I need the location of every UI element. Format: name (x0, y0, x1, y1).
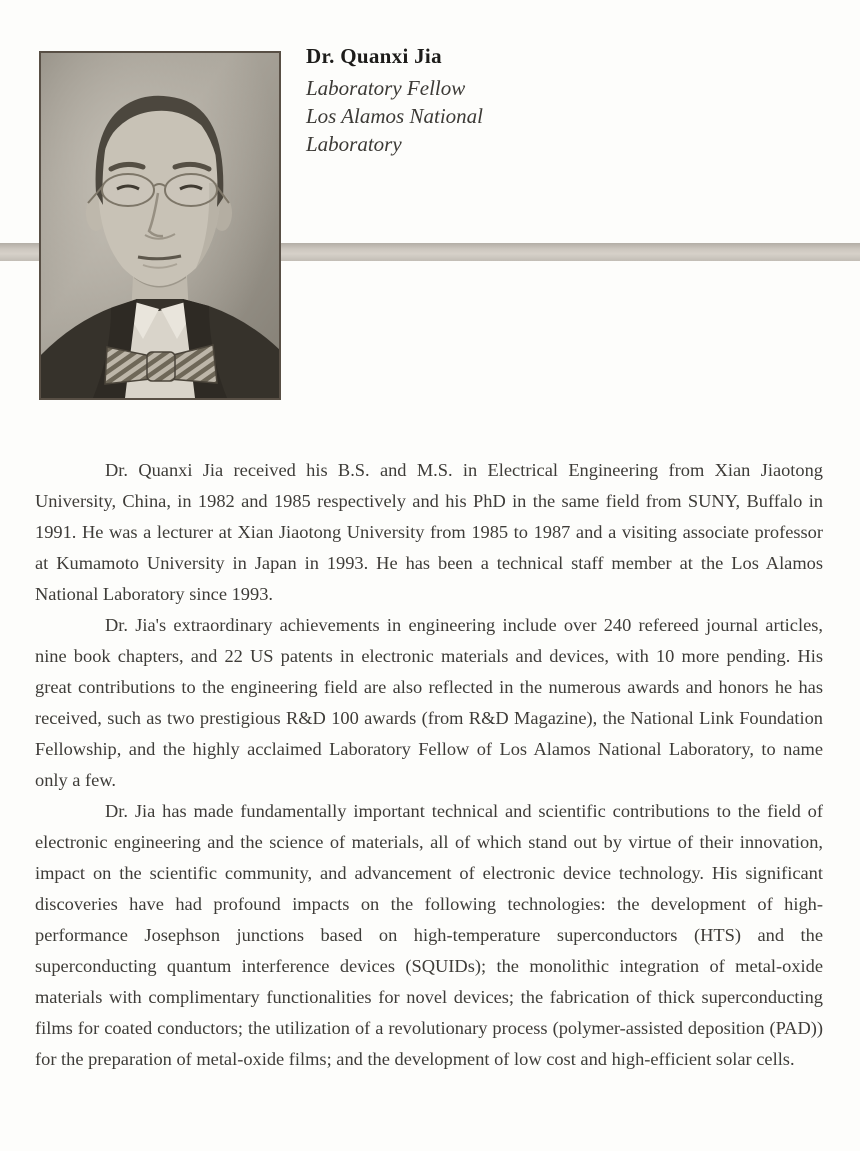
bio-paragraph-contributions: Dr. Jia has made fundamentally important technical and scientific contributions to the field of electronic engineering and the science of materials, all of which stand out by virtue of their innovation, impact on the scientific community, and advancement of electronic device technology. His significant discoveries have had profound impacts on the following technologies: the development of high-performance Josephson junctions based on high-temperature superconductors (HTS) and the superconducting quantum interference devices (SQUIDs); the monolithic integration of metal-oxide materials with complimentary functionalities for novel devices; the fabrication of thick superconducting films for coated conductors; the utilization of a revolutionary process (polymer-assisted deposition (PAD)) for the preparation of metal-oxide films; and the development of low cost and high-efficient solar cells. (35, 801, 823, 1069)
person-title-line-1: Laboratory Fellow (306, 76, 466, 100)
profile-header (306, 44, 483, 158)
portrait-illustration (41, 53, 279, 398)
bio-paragraph-achievements: Dr. Jia's extraordinary achievements in engineering include over 240 refereed journal articles, nine book chapters, and 22 US patents in electronic materials and devices, with 10 more pending. His great contributions to the engineering field are also reflected in the numerous awards and honors he has received, such as two prestigious R&D 100 awards (from R&D Magazine), the National Link Foundation Fellowship, and the highly acclaimed Laboratory Fellow of Los Alamos National Laboratory, to name only a few. (35, 615, 823, 790)
portrait-photo (39, 51, 281, 400)
person-title-line-3: Laboratory (306, 132, 402, 156)
biography-text (35, 455, 823, 1075)
bio-paragraph-education: Dr. Quanxi Jia received his B.S. and M.S. in Electrical Engineering from Xian Jiaotong University, China, in 1982 and 1985 respectively and his PhD in the same field from SUNY, Buffalo in 1991. He was a lecturer at Xian Jiaotong University from 1985 to 1987 and a visiting associate professor at Kumamoto University in Japan in 1993. He has been a technical staff member at the Los Alamos National Laboratory since 1993. (35, 460, 823, 604)
person-title-line-2: Los Alamos National (306, 104, 483, 128)
person-name: Dr. Quanxi Jia (306, 44, 442, 68)
